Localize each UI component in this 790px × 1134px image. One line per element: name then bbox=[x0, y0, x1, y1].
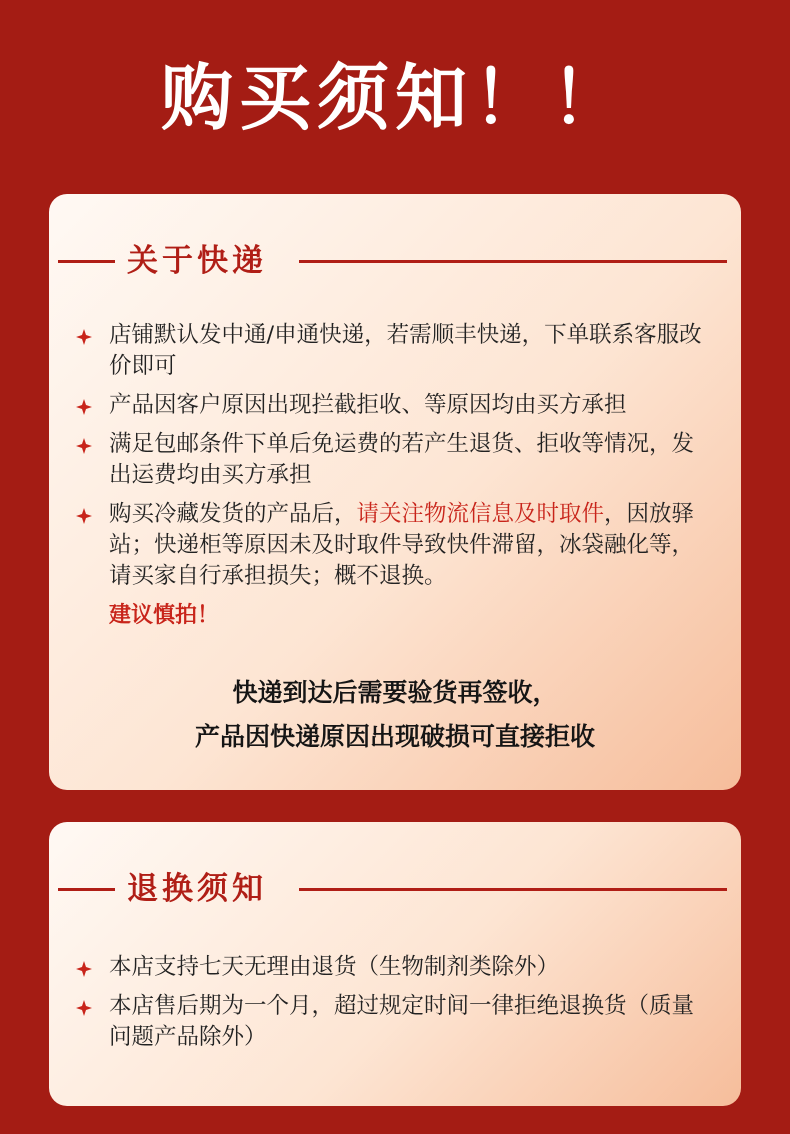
list-item bbox=[75, 499, 715, 592]
return-policy-card bbox=[49, 822, 741, 1106]
list-item-text: ，因放驿站；快递柜等原因未及时取件导致快件滞留，冰袋融化等，请买家自行承担损失；概不退换。 bbox=[109, 501, 695, 589]
red-diamond-cross-icon bbox=[75, 328, 93, 346]
highlighted-text: 请关注物流信息及时取件 bbox=[356, 501, 605, 527]
red-diamond-cross-icon bbox=[75, 960, 93, 978]
list-item bbox=[75, 320, 715, 382]
divider-line-left bbox=[58, 888, 115, 891]
return-rules-list bbox=[75, 952, 715, 1061]
list-item bbox=[75, 390, 715, 421]
footer-line-2: 产品因快递原因出现破损可直接拒收 bbox=[194, 722, 595, 751]
list-item-text: 店铺默认发中通/申通快递，若需顺丰快递，下单联系客服改价即可 bbox=[109, 322, 702, 379]
express-rules-list bbox=[75, 320, 715, 600]
list-item-text: 满足包邮条件下单后免运费的若产生退货、拒收等情况，发出运费均由买方承担 bbox=[109, 431, 695, 488]
red-diamond-cross-icon bbox=[75, 507, 93, 525]
list-item-text: 产品因客户原因出现拦截拒收、等原因均由买方承担 bbox=[109, 392, 627, 418]
list-item bbox=[75, 952, 715, 983]
section-header bbox=[49, 866, 741, 912]
section-header bbox=[49, 238, 741, 284]
list-item-text: 本店支持七天无理由退货（生物制剂类除外） bbox=[109, 954, 560, 980]
red-diamond-cross-icon bbox=[75, 437, 93, 455]
section-title-express: 关于快递 bbox=[127, 243, 267, 279]
page-title: 购买须知！！ bbox=[160, 55, 629, 140]
red-diamond-cross-icon bbox=[75, 999, 93, 1017]
list-item bbox=[75, 429, 715, 491]
footer-line-1: 快递到达后需要验货再签收， bbox=[232, 678, 558, 707]
list-item-text: 本店售后期为一个月，超过规定时间一律拒绝退换货（质量问题产品除外） bbox=[109, 993, 695, 1050]
list-item-text: 购买冷藏发货的产品后， bbox=[109, 501, 357, 527]
divider-line-right bbox=[299, 888, 727, 891]
express-info-card bbox=[49, 194, 741, 790]
warning-note: 建议慎拍！ bbox=[109, 603, 220, 628]
divider-line-left bbox=[58, 260, 115, 263]
list-item bbox=[75, 991, 715, 1053]
section-title-returns: 退换须知 bbox=[127, 871, 267, 907]
divider-line-right bbox=[299, 260, 727, 263]
red-diamond-cross-icon bbox=[75, 398, 93, 416]
